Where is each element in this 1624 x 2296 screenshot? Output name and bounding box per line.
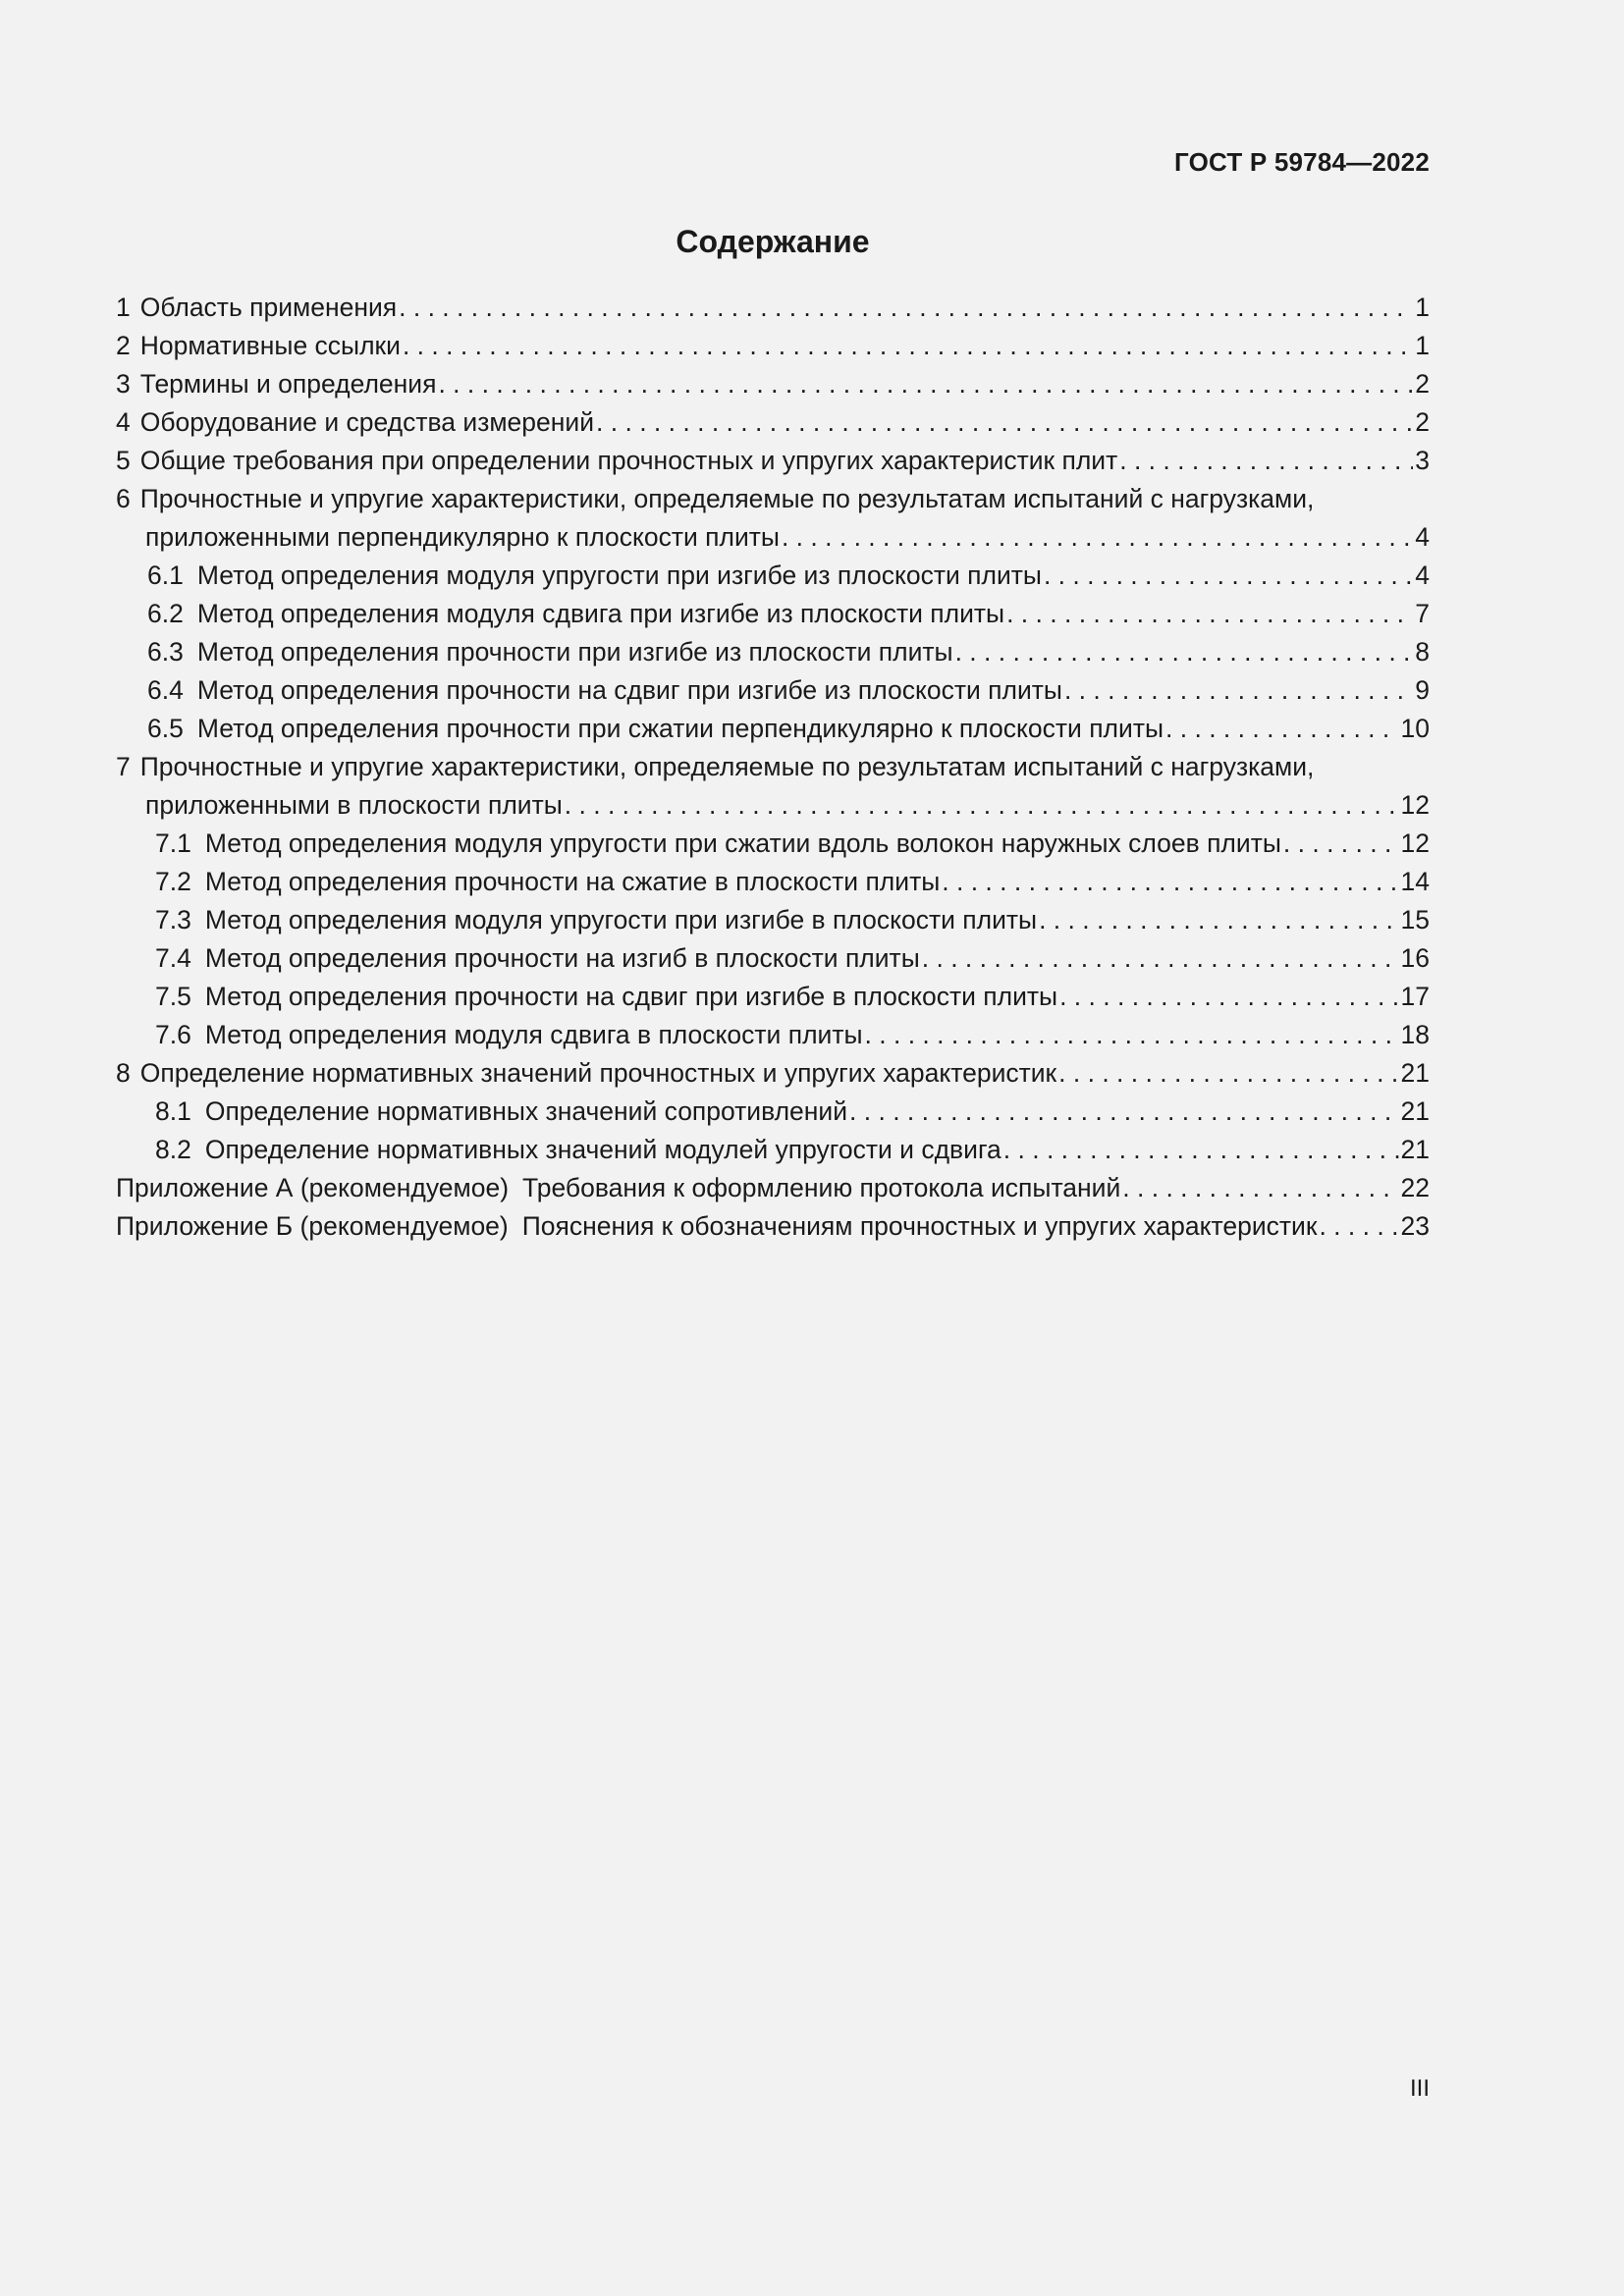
toc-subitem[interactable]	[116, 863, 1430, 901]
toc-item-page: 22	[1400, 1173, 1430, 1202]
toc-leader	[596, 403, 1413, 442]
toc-item-page: 21	[1400, 1058, 1430, 1088]
toc-item-label: Метод определения модуля упругости при изгибе в плоскости плиты	[204, 905, 1038, 934]
toc-item-number: 2	[116, 331, 131, 360]
toc-leader	[1003, 1131, 1399, 1169]
toc-subitem[interactable]	[116, 1016, 1430, 1054]
toc-item-label: Метод определения прочности на сжатие в плоскости плиты	[204, 867, 941, 896]
toc-subitem[interactable]	[116, 939, 1430, 978]
toc-leader	[1058, 1054, 1398, 1093]
toc-item-number: 7	[116, 752, 131, 781]
toc-item-page: 21	[1400, 1096, 1430, 1126]
toc-item-label: Требования к оформлению протокола испытаний	[522, 1173, 1121, 1202]
toc-item-continuation[interactable]	[116, 786, 1430, 825]
toc-item-page: 12	[1400, 790, 1430, 820]
toc-leader	[1006, 595, 1413, 633]
toc-title: Содержание	[676, 224, 870, 259]
toc-item-page: 7	[1415, 599, 1430, 628]
toc-item-label: Пояснения к обозначениям прочностных и упругих характеристик	[521, 1211, 1318, 1241]
toc-item[interactable]	[116, 442, 1430, 480]
toc-item-page: 12	[1400, 828, 1430, 858]
toc-leader	[942, 863, 1398, 901]
toc-item[interactable]	[116, 289, 1430, 327]
toc-item-page: 16	[1400, 943, 1430, 973]
page-number: III	[1409, 2075, 1430, 2102]
toc-leader	[849, 1093, 1398, 1131]
toc-leader	[865, 1016, 1399, 1054]
toc-item-page: 1	[1415, 331, 1430, 360]
toc-item-number: 7.4	[155, 943, 191, 973]
toc-item-number: 6.2	[147, 599, 184, 628]
toc-leader	[1165, 710, 1399, 748]
toc-item-page: 2	[1415, 369, 1430, 399]
toc-item-number: 8.2	[155, 1135, 191, 1164]
toc-subitem[interactable]	[116, 595, 1430, 633]
toc-item[interactable]	[116, 403, 1430, 442]
toc-item-page: 18	[1400, 1020, 1430, 1049]
toc-item-number: 6.3	[147, 637, 184, 667]
toc-appendix-number: Приложение Б (рекомендуемое)	[116, 1211, 509, 1241]
toc-item-number: 7.6	[155, 1020, 191, 1049]
toc-item-page: 4	[1415, 522, 1430, 552]
toc-item-page: 23	[1400, 1211, 1430, 1241]
toc-item-label: Оборудование и средства измерений	[139, 407, 595, 437]
toc-item-page: 14	[1400, 867, 1430, 896]
toc-item-label: Метод определения модуля сдвига при изгибе из плоскости плиты	[196, 599, 1005, 628]
toc-item-number: 5	[116, 446, 131, 475]
toc-subitem[interactable]	[116, 710, 1430, 748]
toc-item-label: Метод определения прочности на изгиб в плоскости плиты	[204, 943, 920, 973]
toc-item-page: 1	[1415, 293, 1430, 322]
toc-item-label: Метод определения модуля упругости при сжатии вдоль волокон наружных слоев плиты	[204, 828, 1281, 858]
toc-subitem[interactable]	[116, 825, 1430, 863]
toc-item-number: 8	[116, 1058, 131, 1088]
toc-item[interactable]	[116, 365, 1430, 403]
toc-item-label: Метод определения модуля упругости при изгибе из плоскости плиты	[196, 561, 1042, 590]
toc-appendix-number: Приложение А (рекомендуемое)	[116, 1173, 510, 1202]
toc-item-label: Определение нормативных значений модулей упругости и сдвига	[204, 1135, 1001, 1164]
toc-item-label: Прочностные и упругие характеристики, определяемые по результатам испытаний с нагрузками,	[139, 752, 1315, 781]
toc-subitem[interactable]	[116, 633, 1430, 671]
toc-item-page: 3	[1415, 446, 1430, 475]
toc-leader	[1283, 825, 1399, 863]
toc-item-label: Общие требования при определении прочностных и упругих характеристик плит	[139, 446, 1118, 475]
toc-subitem[interactable]	[116, 557, 1430, 595]
toc-item[interactable]	[116, 480, 1430, 518]
toc-item-label: приложенными в плоскости плиты	[145, 790, 563, 820]
toc-item-number: 4	[116, 407, 131, 437]
toc-item-page: 21	[1400, 1135, 1430, 1164]
toc-leader	[955, 633, 1414, 671]
toc-item-label: Определение нормативных значений сопротивлений	[204, 1096, 848, 1126]
toc-item-page: 4	[1415, 561, 1430, 590]
toc-leader	[1119, 442, 1413, 480]
toc-item-page: 10	[1400, 714, 1430, 743]
toc-item-label: Нормативные ссылки	[139, 331, 401, 360]
toc-subitem[interactable]	[116, 901, 1430, 939]
toc-item-number: 3	[116, 369, 131, 399]
toc-item-number: 6.5	[147, 714, 184, 743]
toc-leader	[438, 365, 1413, 403]
toc-subitem[interactable]	[116, 1131, 1430, 1169]
toc-leader	[403, 327, 1413, 365]
toc-item-label: Термины и определения	[139, 369, 437, 399]
toc-leader	[399, 289, 1413, 327]
toc-item-number: 7.1	[155, 828, 191, 858]
toc-item-number: 6	[116, 484, 131, 513]
toc-item-label: Метод определения прочности на сдвиг при изгибе в плоскости плиты	[204, 982, 1058, 1011]
toc-item-label: Область применения	[139, 293, 398, 322]
toc-item-number: 7.3	[155, 905, 191, 934]
toc-item-number: 1	[116, 293, 131, 322]
toc-item[interactable]	[116, 327, 1430, 365]
toc-leader	[1319, 1207, 1398, 1246]
toc-leader	[565, 786, 1399, 825]
toc-leader	[922, 939, 1399, 978]
toc-item-page: 17	[1400, 982, 1430, 1011]
toc-item-page: 15	[1400, 905, 1430, 934]
table-of-contents	[116, 289, 1430, 1246]
toc-item-page: 2	[1415, 407, 1430, 437]
toc-item-label: Метод определения прочности на сдвиг при изгибе из плоскости плиты	[196, 675, 1062, 705]
toc-subitem[interactable]	[116, 978, 1430, 1016]
toc-leader	[1064, 671, 1413, 710]
toc-item-label: Прочностные и упругие характеристики, определяемые по результатам испытаний с нагрузками,	[139, 484, 1315, 513]
toc-leader	[1122, 1169, 1398, 1207]
toc-leader	[782, 518, 1413, 557]
toc-item-number: 8.1	[155, 1096, 191, 1126]
toc-item-number: 6.4	[147, 675, 184, 705]
toc-appendix[interactable]	[116, 1169, 1430, 1207]
toc-item-label: приложенными перпендикулярно к плоскости плиты	[145, 522, 780, 552]
toc-item-continuation[interactable]	[116, 518, 1430, 557]
toc-leader	[1039, 901, 1398, 939]
toc-item-label: Метод определения прочности при сжатии перпендикулярно к плоскости плиты	[196, 714, 1164, 743]
toc-leader	[1044, 557, 1413, 595]
toc-item-number: 7.5	[155, 982, 191, 1011]
toc-item-label: Метод определения прочности при изгибе из плоскости плиты	[196, 637, 953, 667]
toc-subitem[interactable]	[116, 1093, 1430, 1131]
toc-item-label: Определение нормативных значений прочностных и упругих характеристик	[139, 1058, 1057, 1088]
toc-item-number: 6.1	[147, 561, 184, 590]
toc-item-number: 7.2	[155, 867, 191, 896]
toc-item[interactable]	[116, 748, 1430, 786]
toc-item-label: Метод определения модуля сдвига в плоскости плиты	[204, 1020, 863, 1049]
toc-item-page: 9	[1415, 675, 1430, 705]
toc-item[interactable]	[116, 1054, 1430, 1093]
toc-appendix[interactable]	[116, 1207, 1430, 1246]
toc-item-page: 8	[1415, 637, 1430, 667]
document-code: ГОСТ Р 59784—2022	[1174, 147, 1430, 177]
toc-leader	[1059, 978, 1398, 1016]
toc-subitem[interactable]	[116, 671, 1430, 710]
